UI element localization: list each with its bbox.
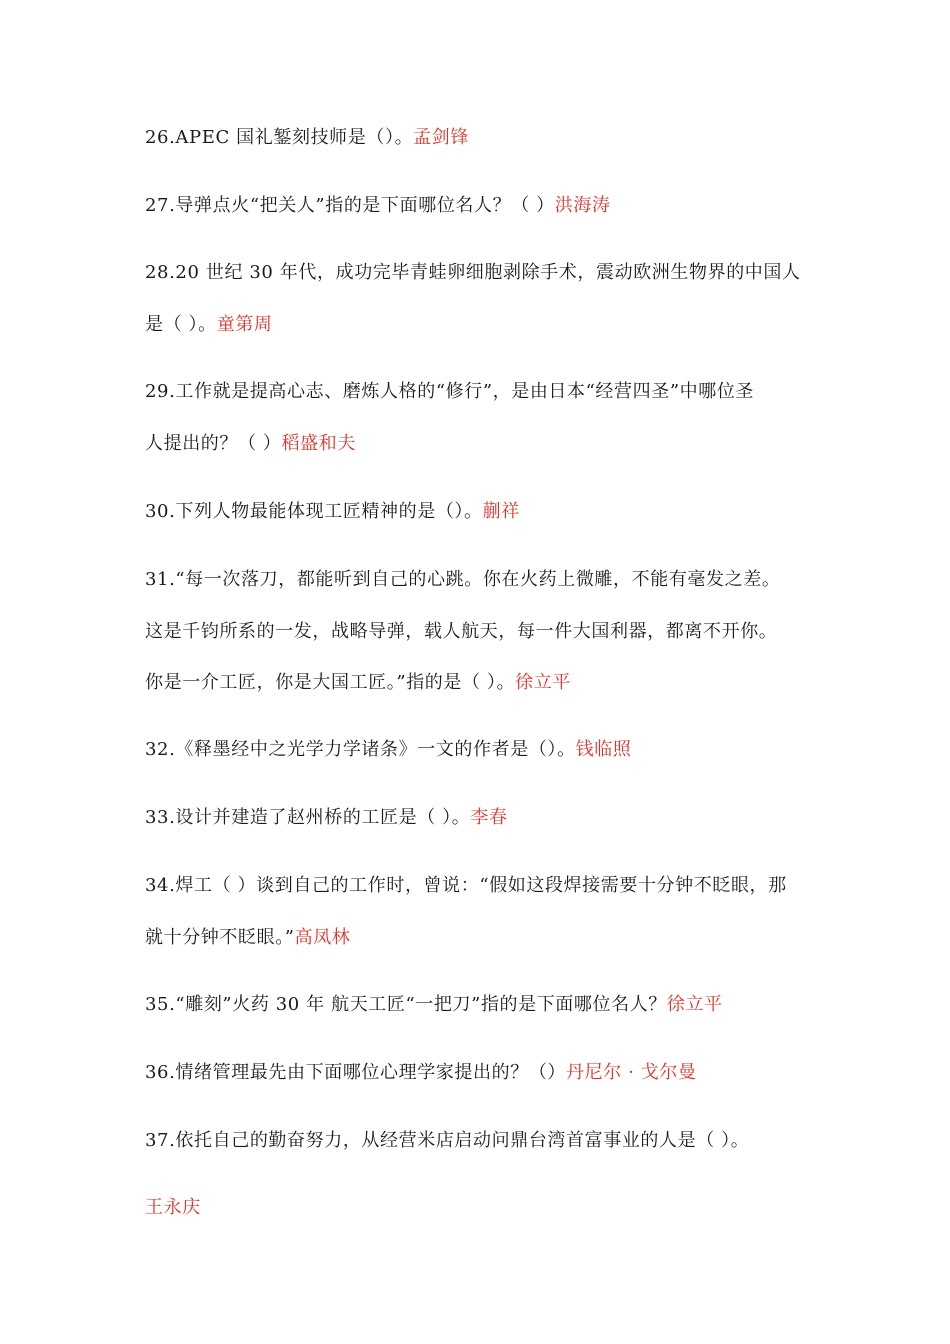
question-37 xyxy=(145,1129,749,1153)
question-31-line-3 xyxy=(145,671,571,695)
answer-text: 徐立平 xyxy=(666,994,723,1015)
question-34-line-1 xyxy=(145,874,787,898)
question-30 xyxy=(145,500,520,524)
question-text: 34.焊工（ ）谈到自己的工作时，曾说：“假如这段焊接需要十分钟不眨眼，那 xyxy=(145,875,787,896)
question-29-line-1 xyxy=(145,380,754,404)
question-33 xyxy=(145,806,508,830)
answer-text: 稻盛和夫 xyxy=(281,433,356,454)
question-text: 31.“每一次落刀，都能听到自己的心跳。你在火药上微雕，不能有毫发之差。 xyxy=(145,569,781,590)
question-31-line-2 xyxy=(145,620,777,644)
question-text: 36.情绪管理最先由下面哪位心理学家提出的？（） xyxy=(145,1062,567,1083)
question-text: 是（ ）。 xyxy=(145,314,217,335)
question-text: 29.工作就是提高心志、磨炼人格的“修行”，是由日本“经营四圣”中哪位圣 xyxy=(145,381,755,402)
question-text: 人提出的？（ ） xyxy=(145,433,282,454)
question-text: 27.导弹点火“把关人”指的是下面哪位名人？（ ） xyxy=(145,195,555,216)
answer-text: 童第周 xyxy=(216,314,273,335)
answer-text: 李春 xyxy=(470,807,508,828)
question-37-answer-line xyxy=(145,1196,201,1220)
question-36 xyxy=(145,1061,697,1085)
question-29-line-2 xyxy=(145,432,356,456)
answer-text: 高凤林 xyxy=(294,927,351,948)
question-28-line-1 xyxy=(145,261,801,285)
question-text: 37.依托自己的勤奋努力，从经营米店启动问鼎台湾首富事业的人是（ ）。 xyxy=(145,1130,750,1151)
question-text: 你是一介工匠，你是大国工匠。”指的是（ ）。 xyxy=(145,672,516,693)
answer-text: 蒯祥 xyxy=(482,501,520,522)
answer-text: 钱临照 xyxy=(575,739,632,760)
question-text: 30.下列人物最能体现工匠精神的是（）。 xyxy=(145,501,483,522)
question-text: 32.《释墨经中之光学力学诸条》一文的作者是（）。 xyxy=(145,739,576,760)
question-text: 35.“雕刻”火药 30 年 航天工匠“一把刀”指的是下面哪位名人？ xyxy=(145,994,667,1015)
question-34-line-2 xyxy=(145,926,350,950)
question-28-line-2 xyxy=(145,313,273,337)
question-35 xyxy=(145,993,723,1017)
answer-text: 徐立平 xyxy=(515,672,571,693)
question-32 xyxy=(145,738,631,762)
question-text: 这是千钧所系的一发，战略导弹，载人航天，每一件大国利器，都离不开你。 xyxy=(145,621,778,642)
question-31-line-1 xyxy=(145,568,780,592)
answer-text: 丹尼尔 · 戈尔曼 xyxy=(566,1062,697,1083)
answer-text: 洪海涛 xyxy=(554,195,611,216)
question-text: 26.APEC 国礼錾刻技师是（）。 xyxy=(145,127,414,148)
question-text: 28.20 世纪 30 年代，成功完毕青蛙卵细胞剥除手术，震动欧洲生物界的中国人 xyxy=(145,262,801,283)
answer-text: 王永庆 xyxy=(145,1197,201,1218)
question-text: 就十分钟不眨眼。” xyxy=(145,927,295,948)
question-26 xyxy=(145,126,469,150)
question-27 xyxy=(145,194,611,218)
question-text: 33.设计并建造了赵州桥的工匠是（ ）。 xyxy=(145,807,471,828)
answer-text: 孟剑锋 xyxy=(413,127,469,148)
